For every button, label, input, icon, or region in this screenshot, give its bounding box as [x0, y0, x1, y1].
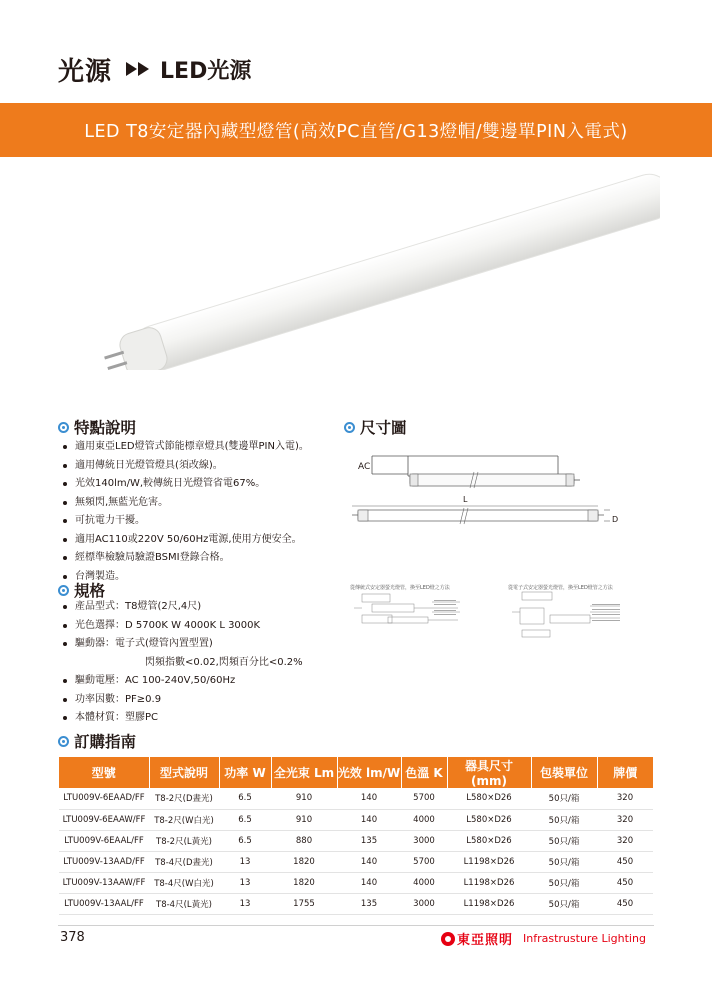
order-heading — [58, 730, 136, 752]
list-item: 驅動器：電子式(燈管內置型置) — [63, 635, 303, 654]
brand-logo — [441, 929, 646, 948]
header-cell: 器具尺寸(mm) — [447, 757, 531, 788]
brand-name-en: Infrastrusture Lighting — [523, 932, 646, 945]
table-row: LTU009V-13AAL/FF T8-4尺(L黃光) 13 1755 135 3000 L1198×D26 50只/箱 450 — [59, 893, 653, 914]
list-item: 經標準檢驗局驗證BSMI登錄合格。 — [63, 549, 309, 568]
table-row: LTU009V-13AAD/FF T8-4尺(D晝光) 13 1820 140 5700 L1198×D26 50只/箱 450 — [59, 851, 653, 872]
features-heading — [58, 416, 136, 438]
diameter-label: D — [612, 515, 619, 524]
list-item: 驅動電壓：AC 100-240V,50/60Hz — [63, 672, 303, 691]
page-number: 378 — [60, 930, 85, 945]
dimension-diagram — [348, 440, 648, 540]
list-item: 光色選擇：D 5700K W 4000K L 3000K — [63, 617, 303, 636]
product-title: LED T8安定器內藏型燈管(高效PC直管/G13燈帽/雙邊單PIN入電式) — [84, 121, 628, 142]
header-cell: 功率 W — [219, 757, 271, 788]
section-bullet-icon — [58, 736, 69, 747]
section-bullet-icon — [344, 422, 355, 433]
list-item: 產品型式：T8燈管(2尺,4尺) — [63, 598, 303, 617]
features-list — [63, 438, 309, 586]
table-row: LTU009V-6EAAD/FF T8-2尺(D晝光) 6.5 910 140 5700 L580×D26 50只/箱 320 — [59, 788, 653, 809]
wiring-diagram — [340, 582, 650, 642]
category-title: 光源 — [58, 56, 113, 87]
dimension-heading — [344, 416, 407, 438]
length-label: L — [463, 495, 468, 504]
table-row: LTU009V-13AAW/FF T8-4尺(W白光) 13 1820 140 4000 L1198×D26 50只/箱 450 — [59, 872, 653, 893]
list-item: 光效140lm/W,較傳統日光燈管省電67%。 — [63, 475, 309, 494]
table-header-row — [59, 757, 653, 788]
header-cell: 型式說明 — [149, 757, 219, 788]
header-cell: 型號 — [59, 757, 149, 788]
page-header — [58, 52, 251, 86]
header-cell: 包裝單位 — [531, 757, 597, 788]
double-arrow-icon — [126, 62, 150, 76]
specs-title: 規格 — [74, 582, 106, 600]
brand-name-cn: 東亞照明 — [457, 933, 514, 948]
dimension-title: 尺寸圖 — [360, 419, 407, 437]
list-item: 適用傳統日光燈管燈具(須改線)。 — [63, 457, 309, 476]
list-item: 適用東亞LED燈管式節能標章燈具(雙邊單PIN入電)。 — [63, 438, 309, 457]
list-item: 功率因數：PF≥0.9 — [63, 691, 303, 710]
brand-mark-icon — [441, 932, 455, 946]
features-title: 特點說明 — [74, 419, 137, 437]
list-item: 適用AC110或220V 50/60Hz電源,使用方便安全。 — [63, 531, 309, 550]
ac-label: AC — [358, 462, 371, 472]
list-item: 閃頻指數<0.02,閃頻百分比<0.2% — [145, 656, 303, 668]
section-bullet-icon — [58, 585, 69, 596]
list-item: 可抗電力干擾。 — [63, 512, 309, 531]
order-title: 訂購指南 — [74, 733, 137, 751]
order-table — [59, 757, 653, 915]
wiring-left-title: 從傳統式安定器螢光燈管，換至LED燈之方法 — [350, 585, 450, 591]
list-item: 本體材質：塑膠PC — [63, 709, 303, 728]
table-row: LTU009V-6EAAL/FF T8-2尺(L黃光) 6.5 880 135 3000 L580×D26 50只/箱 320 — [59, 830, 653, 851]
specs-list — [63, 598, 303, 728]
list-item: 台灣製造。 — [63, 568, 309, 587]
section-bullet-icon — [58, 422, 69, 433]
wiring-right-title: 從電子式安定器螢光燈管，換至LED燈管之方法 — [508, 585, 613, 591]
header-cell: 全光束 Lm — [271, 757, 337, 788]
table-row: LTU009V-6EAAW/FF T8-2尺(W白光) 6.5 910 140 4000 L580×D26 50只/箱 320 — [59, 809, 653, 830]
product-banner — [0, 103, 712, 157]
list-item: 無頻閃,無藍光危害。 — [63, 494, 309, 513]
header-cell: 光效 lm/W — [337, 757, 401, 788]
subcategory-title: LED光源 — [160, 58, 252, 84]
product-photo — [60, 170, 660, 370]
header-cell: 色溫 K — [401, 757, 447, 788]
footer-divider — [58, 925, 654, 926]
header-cell: 牌價 — [597, 757, 653, 788]
